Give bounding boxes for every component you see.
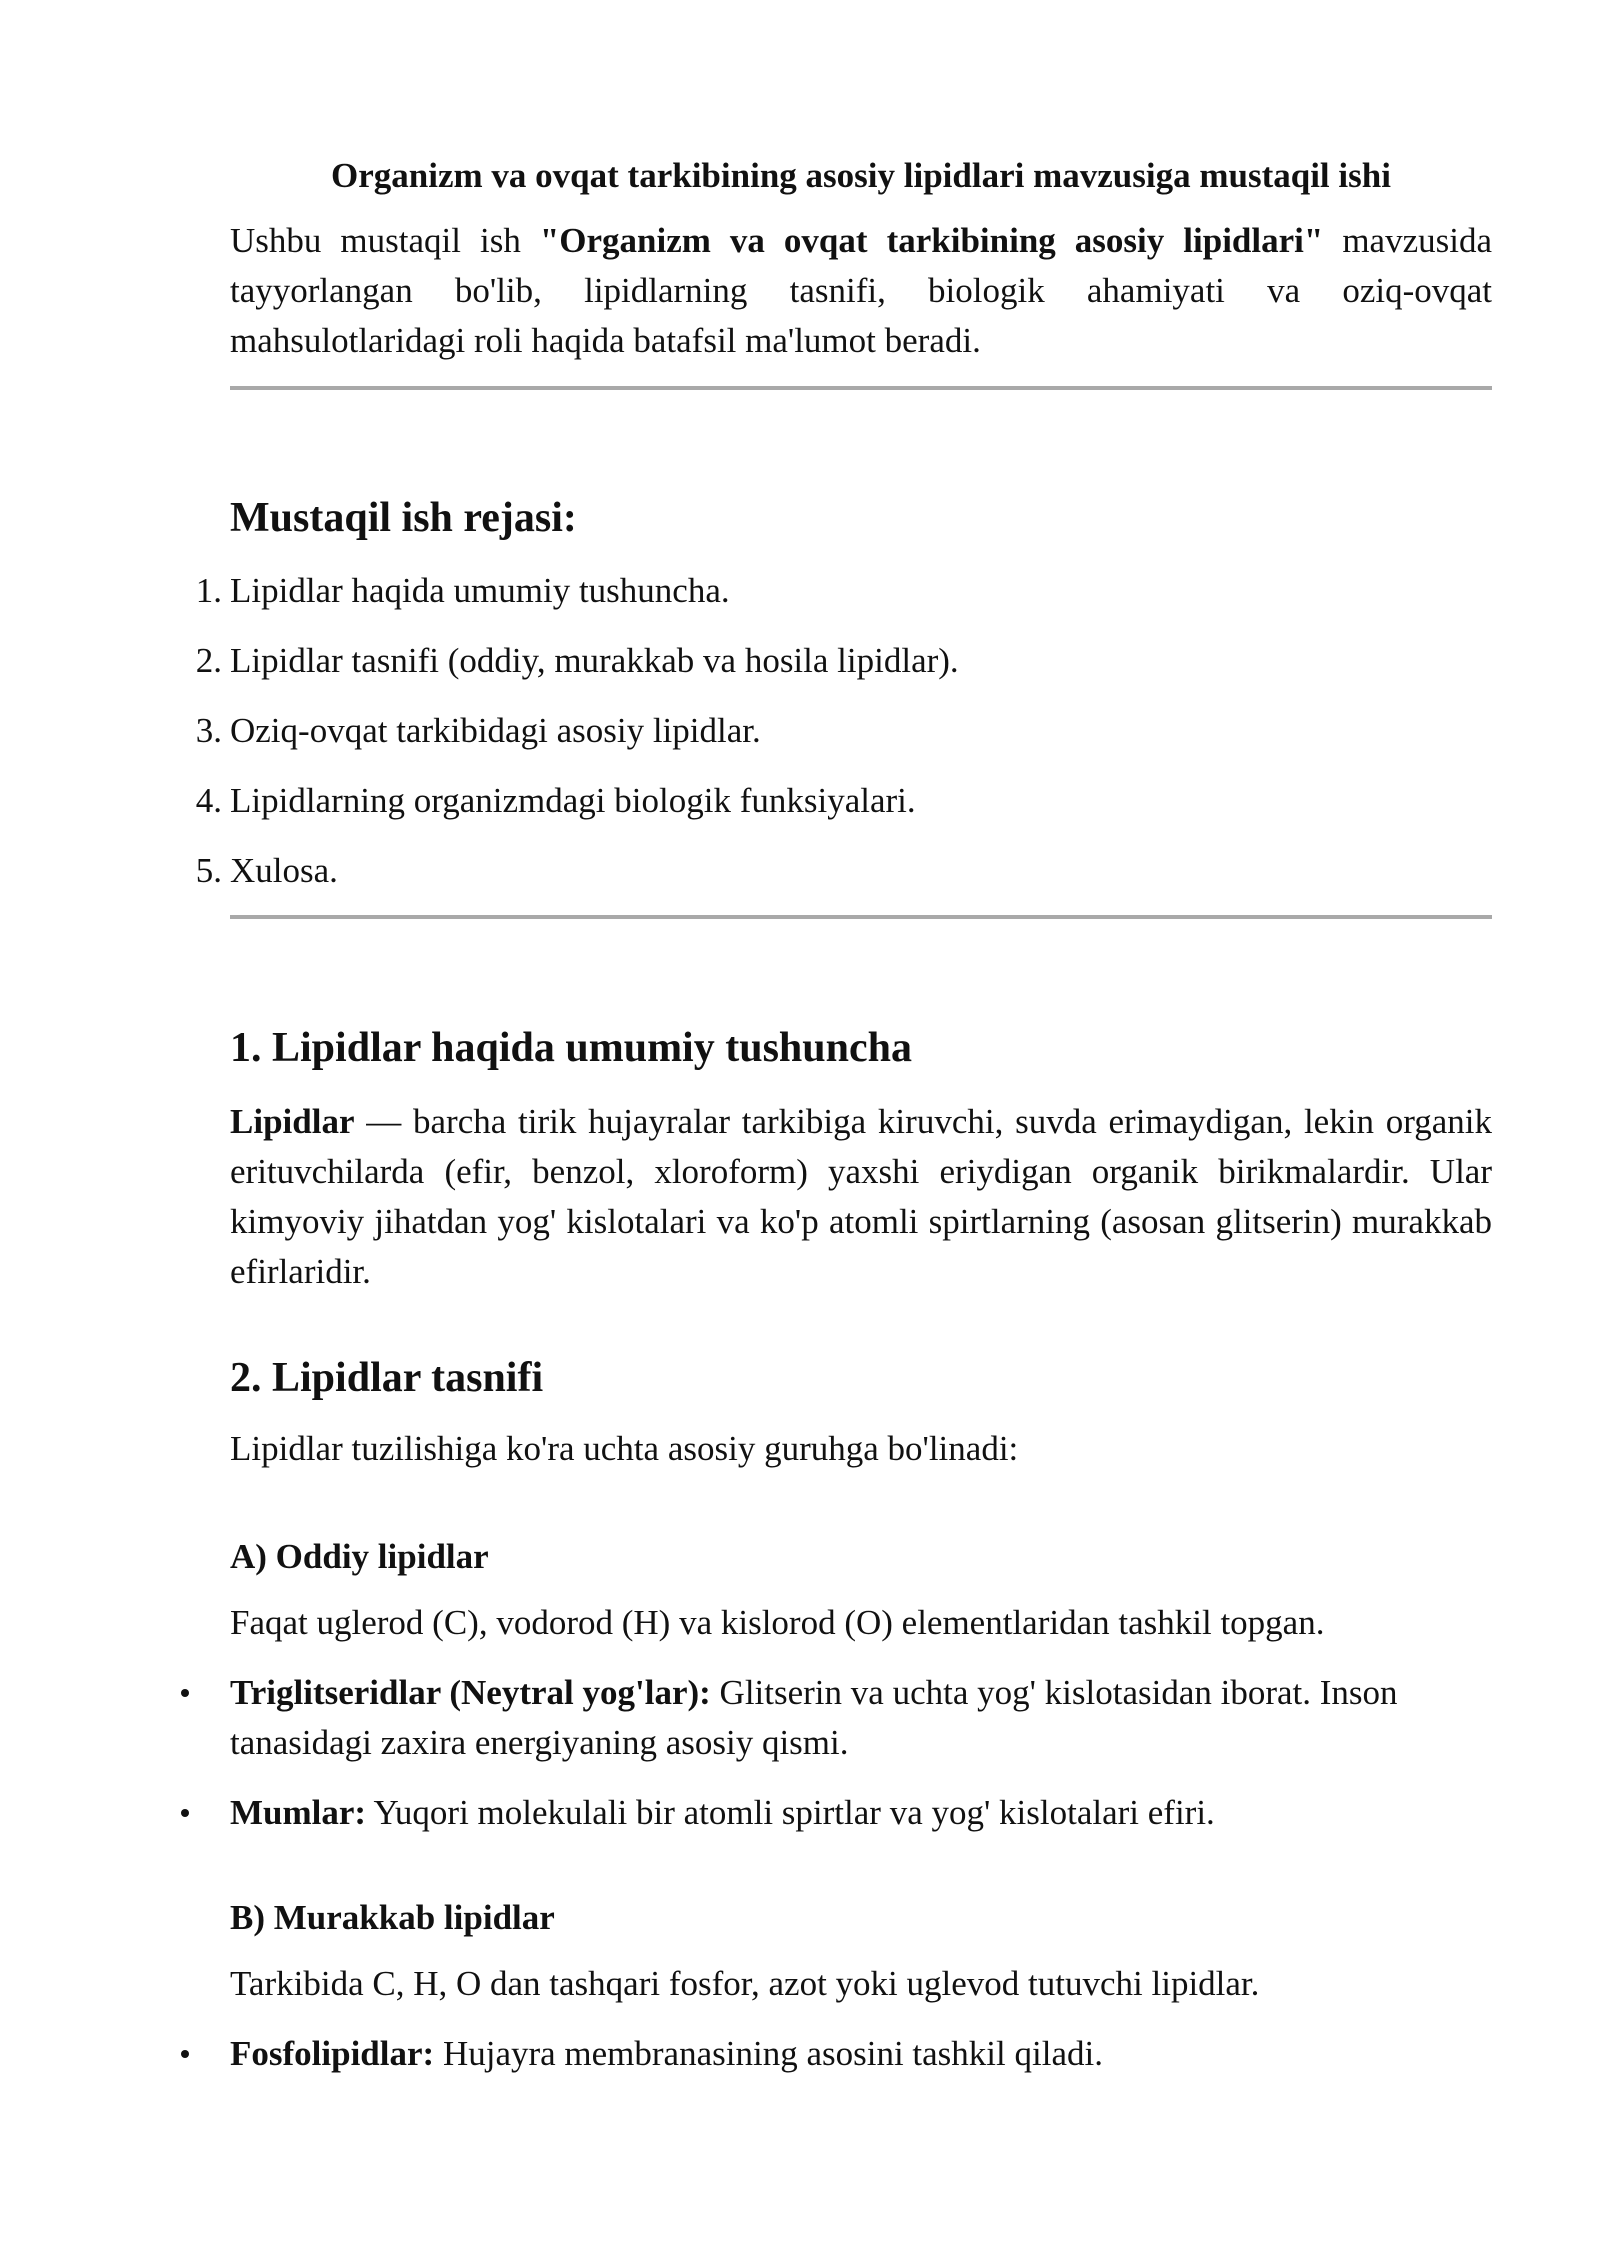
plan-list	[195, 566, 1492, 916]
bullet-item	[230, 1788, 1492, 1838]
plan-item-number: 4.	[195, 781, 222, 820]
plan-item	[195, 846, 1492, 916]
plan-item-number: 2.	[195, 641, 222, 680]
section1-term: Lipidlar	[230, 1102, 355, 1141]
bullet-dot	[181, 1689, 189, 1697]
horizontal-rule	[230, 386, 1492, 390]
section2-intro: Lipidlar tuzilishiga ko'ra uchta asosiy guruhga bo'linadi:	[230, 1429, 1019, 1468]
plan-item-number: 1.	[195, 571, 222, 610]
subsection-a-text: Faqat uglerod (C), vodorod (H) va kislorod (O) elementlaridan tashkil topgan.	[230, 1603, 1325, 1642]
plan-item	[195, 706, 1492, 776]
plan-item	[195, 566, 1492, 636]
bullet-term: Fosfolipidlar:	[230, 2034, 435, 2073]
plan-item-text: Lipidlarning organizmdagi biologik funksiyalari.	[230, 781, 916, 820]
subsection-a-bullets	[230, 1668, 1492, 1838]
subsection-a-heading: A) Oddiy lipidlar	[230, 1537, 489, 1576]
plan-item-text: Lipidlar tasnifi (oddiy, murakkab va hosila lipidlar).	[230, 641, 959, 680]
plan-item-text: Oziq-ovqat tarkibidagi asosiy lipidlar.	[230, 711, 761, 750]
bullet-dot	[181, 1809, 189, 1817]
plan-item	[195, 776, 1492, 846]
intro-topic-bold: "Organizm va ovqat tarkibining asosiy lipidlari"	[539, 221, 1324, 260]
bullet-text: Glitserin va uchta yog' kislotasidan iborat. Inson tanasidagi zaxira energiyaning asosiy qismi.	[230, 1673, 1398, 1762]
subsection-b-bullets	[230, 2029, 1492, 2079]
plan-item-text: Xulosa.	[230, 851, 338, 890]
bullet-term: Triglitseridlar (Neytral yog'lar):	[230, 1673, 711, 1712]
document-title: Organizm va ovqat tarkibining asosiy lipidlari mavzusiga mustaqil ishi	[331, 156, 1391, 195]
plan-item	[195, 636, 1492, 706]
bullet-text: Hujayra membranasining asosini tashkil qiladi.	[434, 2034, 1103, 2073]
intro-text-end: mavzusida tayyorlangan bo'lib, lipidlarning tasnifi, biologik ahamiyati va oziq-ovqat mahsulotlaridagi roli haqida batafsil ma'lumot beradi.	[230, 221, 1492, 360]
bullet-dot	[181, 2050, 189, 2058]
subsection-b-text: Tarkibida C, H, O dan tashqari fosfor, azot yoki uglevod tutuvchi lipidlar.	[230, 1964, 1260, 2003]
plan-heading: Mustaqil ish rejasi:	[230, 495, 577, 541]
section1-text: — barcha tirik hujayralar tarkibiga kiruvchi, suvda erimaydigan, lekin organik erituvchilarda (efir, benzol, xloroform) yaxshi eriydigan organik birikmalardir. Ular kimyoviy jihatdan yog' kislotalari va ko'p atomli spirtlarning (asosan glitserin) murakkab efirlaridir.	[230, 1102, 1492, 1291]
bullet-text: Yuqori molekulali bir atomli spirtlar va yog' kislotalari efiri.	[366, 1793, 1215, 1832]
bullet-term: Mumlar:	[230, 1793, 367, 1832]
intro-paragraph	[230, 216, 1492, 366]
subsection-b-heading: B) Murakkab lipidlar	[230, 1898, 555, 1937]
plan-item-number: 3.	[195, 711, 222, 750]
horizontal-rule	[230, 915, 1492, 919]
plan-item-text: Lipidlar haqida umumiy tushuncha.	[230, 571, 730, 610]
bullet-item	[230, 1668, 1492, 1768]
plan-item-number: 5.	[195, 851, 222, 890]
section1-heading: 1. Lipidlar haqida umumiy tushuncha	[230, 1025, 912, 1071]
intro-text-start: Ushbu mustaqil ish	[230, 221, 540, 260]
bullet-item	[230, 2029, 1492, 2079]
section1-paragraph	[230, 1097, 1492, 1297]
section2-heading: 2. Lipidlar tasnifi	[230, 1355, 544, 1401]
